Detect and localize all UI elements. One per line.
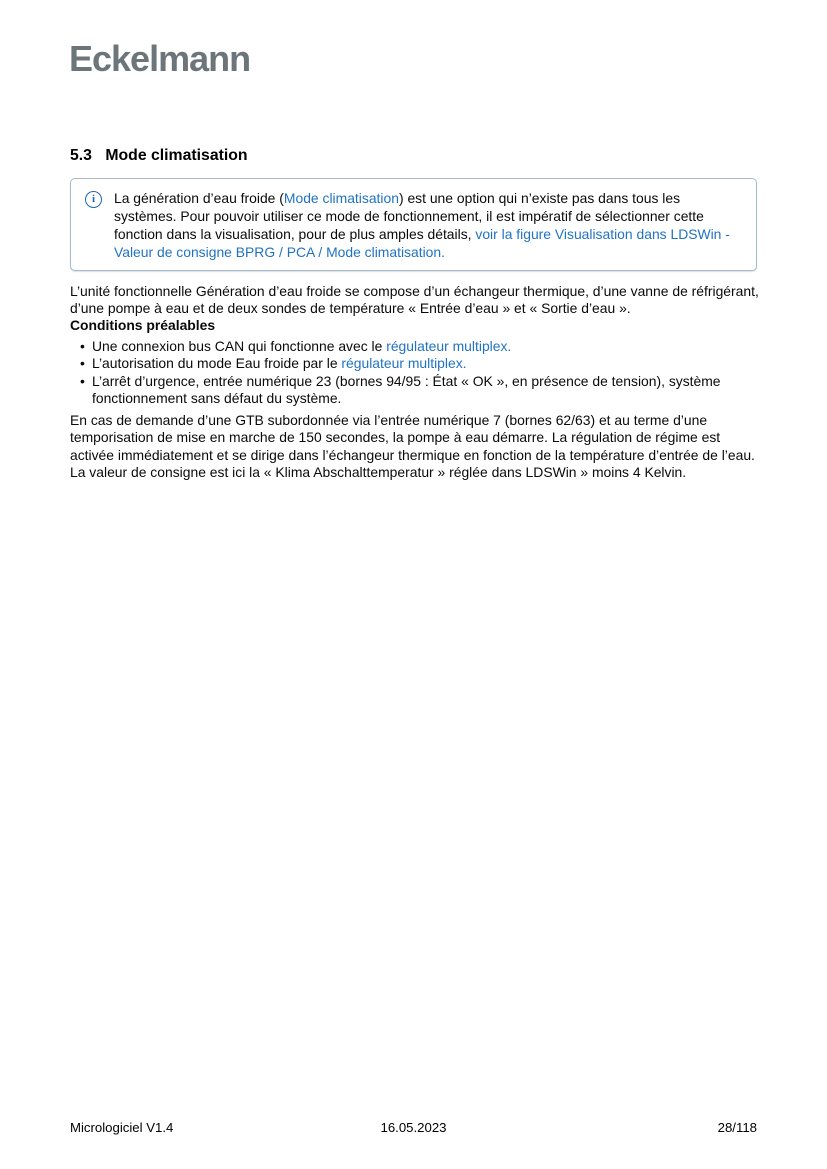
text-segment: ) est une option qui n’existe pas dans tous les systèmes. Pour pouvoir utiliser ce mode de fonctionnement, il est impératif de sélectionner cette fonction dans la visualisation, pour de plus amples détails, bbox=[114, 190, 704, 242]
text-segment: Une connexion bus CAN qui fonctionne avec le bbox=[92, 338, 387, 354]
info-note-box bbox=[70, 178, 757, 271]
footer-date: 16.05.2023 bbox=[380, 1120, 447, 1135]
footer-page-number: 28/118 bbox=[717, 1120, 757, 1135]
list-item bbox=[70, 373, 760, 408]
conditions-heading: Conditions préalables bbox=[70, 317, 216, 333]
info-note-text bbox=[114, 189, 742, 261]
inline-link[interactable]: Mode climatisation bbox=[283, 190, 399, 206]
info-icon: i bbox=[85, 191, 102, 208]
company-logo: Eckelmann bbox=[69, 38, 251, 79]
list-item bbox=[70, 355, 760, 372]
list-item bbox=[70, 338, 760, 355]
footer-version: Micrologiciel V1.4 bbox=[70, 1120, 174, 1135]
conditions-list bbox=[70, 338, 760, 407]
inline-link[interactable]: régulateur multiplex. bbox=[386, 338, 512, 354]
text-segment: L’arrêt d’urgence, entrée numérique 23 (bornes 94/95 : État « OK », en présence de tension), système fonctionnement sans défaut du système. bbox=[92, 372, 721, 406]
section-title: Mode climatisation bbox=[105, 147, 248, 164]
closing-paragraph: En cas de demande d’une GTB subordonnée via l’entrée numérique 7 (bornes 62/63) et au terme d’une temporisation de mise en marche de 150 secondes, la pompe à eau démarre. La régulation de régime est activée immédiatement et se dirige dans l’échangeur thermique en fonction de la température d’entrée de l’eau. La valeur de consigne est ici la « Klima Abschalttemperatur » réglée dans LDSWin » moins 4 Kelvin. bbox=[70, 412, 755, 480]
section-heading bbox=[70, 147, 248, 165]
text-segment: L’autorisation du mode Eau froide par le bbox=[92, 355, 342, 372]
page-footer bbox=[70, 1120, 757, 1135]
text-segment: La génération d’eau froide ( bbox=[114, 190, 284, 206]
intro-paragraph: L’unité fonctionnelle Génération d’eau froide se compose d’un échangeur thermique, d’une vanne de réfrigérant, d’une pompe à eau et de deux sondes de température « Entrée d’eau » et « Sortie d’eau ». bbox=[70, 283, 759, 317]
section-number: 5.3 bbox=[70, 147, 92, 164]
inline-link[interactable]: régulateur multiplex. bbox=[341, 355, 467, 372]
inline-link[interactable]: voir la figure Visualisation dans LDSWin - Valeur de consigne BPRG / PCA / Mode climatisation. bbox=[114, 226, 730, 260]
